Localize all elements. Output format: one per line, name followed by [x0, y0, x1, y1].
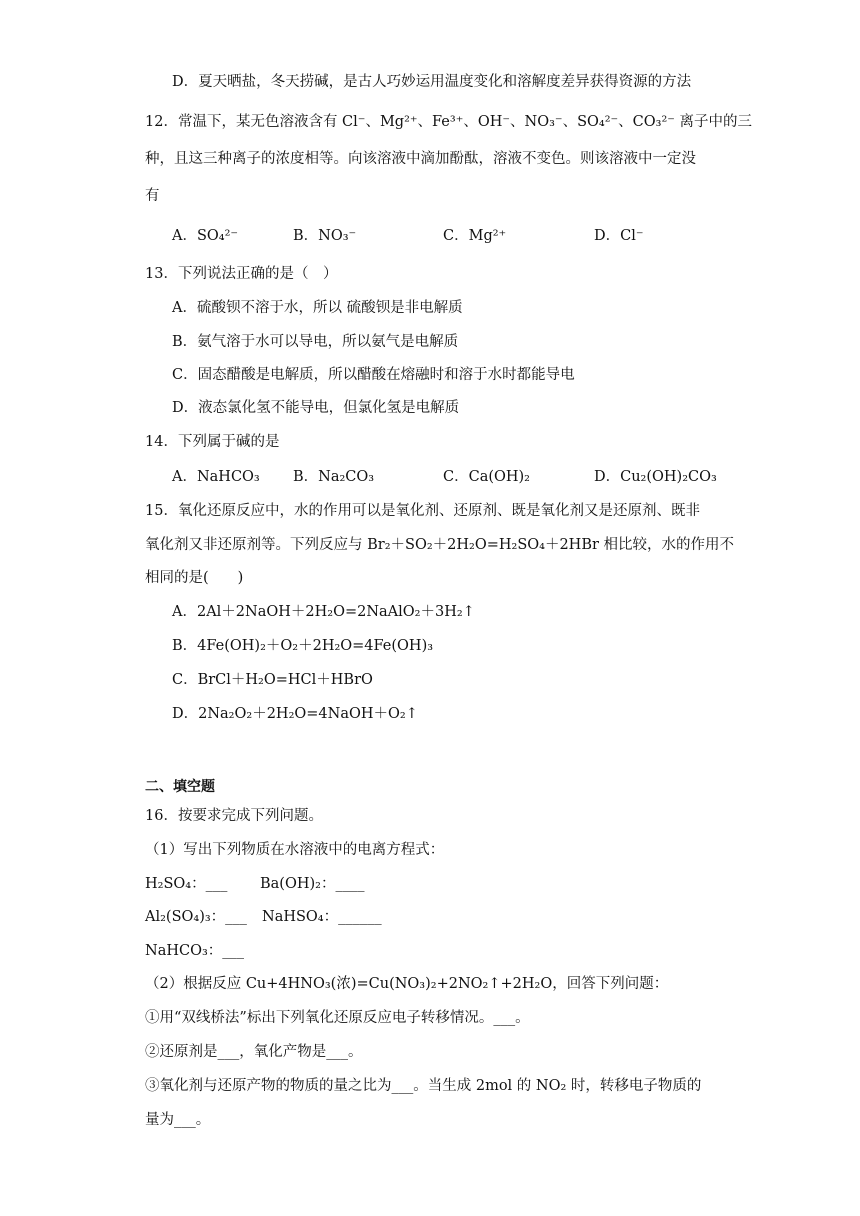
q15-option-b: B．4Fe(OH)₂＋O₂＋2H₂O=4Fe(OH)₃ [172, 638, 434, 654]
q16-stem: 16．按要求完成下列问题。 [145, 808, 323, 824]
q12-option-c: C．Mg²⁺ [443, 228, 507, 244]
q16-al2so43-blank: Al₂(SO₄)₃：___ [145, 909, 247, 925]
q13-stem: 13．下列说法正确的是（ ） [145, 266, 338, 282]
q15-stem-line3: 相同的是( ) [145, 570, 244, 586]
q14-option-a: A．NaHCO₃ [172, 469, 260, 485]
q16-part1: （1）写出下列物质在水溶液中的电离方程式： [145, 842, 445, 858]
q15-option-c: C．BrCl＋H₂O=HCl＋HBrO [172, 672, 373, 688]
q14-stem: 14．下列属于碱的是 [145, 434, 280, 450]
q16-sub1: ①用“双线桥法”标出下列氧化还原反应电子转移情况。___。 [145, 1010, 530, 1026]
q16-sub3-line2: 量为___。 [145, 1112, 211, 1128]
q12-option-a: A．SO₄²⁻ [172, 228, 239, 244]
q11-option-d: D．夏天晒盐，冬天捞碱，是古人巧妙运用温度变化和溶解度差异获得资源的方法 [172, 74, 692, 90]
q16-sub3-line1: ③氧化剂与还原产物的物质的量之比为___。当生成 2mol 的 NO₂ 时，转移电子物质的 [145, 1078, 702, 1094]
q15-stem-line2: 氧化剂又非还原剂等。下列反应与 Br₂＋SO₂＋2H₂O=H₂SO₄＋2HBr 相比较，水的作用不 [145, 537, 735, 553]
q15-option-a: A．2Al＋2NaOH＋2H₂O=2NaAlO₂＋3H₂↑ [172, 604, 475, 620]
q16-baoh2-blank: Ba(OH)₂：____ [260, 876, 365, 892]
q13-option-a: A．硫酸钡不溶于水，所以 硫酸钡是非电解质 [172, 300, 463, 316]
q12-stem-line2: 种，且这三种离子的浓度相等。向该溶液中滴加酚酞，溶液不变色。则该溶液中一定没 [145, 151, 696, 167]
q12-option-b: B．NO₃⁻ [293, 228, 357, 244]
q14-option-b: B．Na₂CO₃ [293, 469, 375, 485]
section-heading: 二、填空题 [145, 779, 215, 795]
q14-option-c: C．Ca(OH)₂ [443, 469, 530, 485]
q16-part2: （2）根据反应 Cu+4HNO₃(浓)=Cu(NO₃)₂+2NO₂↑+2H₂O，回答下列问题： [145, 976, 669, 992]
q13-option-b: B．氨气溶于水可以导电，所以氨气是电解质 [172, 334, 459, 350]
q13-option-c: C．固态醋酸是电解质，所以醋酸在熔融时和溶于水时都能导电 [172, 367, 575, 383]
q16-sub2: ②还原剂是___，氧化产物是___。 [145, 1044, 363, 1060]
q16-nahco3-blank: NaHCO₃：___ [145, 943, 245, 959]
q16-h2so4-blank: H₂SO₄：___ [145, 876, 228, 892]
q12-stem-line3: 有 [145, 188, 160, 204]
q15-stem-line1: 15．氧化还原反应中，水的作用可以是氧化剂、还原剂、既是氧化剂又是还原剂、既非 [145, 503, 700, 519]
q16-nahso4-blank: NaHSO₄：______ [262, 909, 382, 925]
q14-option-d: D．Cu₂(OH)₂CO₃ [594, 469, 717, 485]
q15-option-d: D．2Na₂O₂＋2H₂O=4NaOH＋O₂↑ [172, 706, 418, 722]
q12-stem-line1: 12．常温下，某无色溶液含有 Cl⁻、Mg²⁺、Fe³⁺、OH⁻、NO₃⁻、SO₄²⁻、CO₃²⁻ 离子中的三 [145, 114, 753, 130]
q12-option-d: D．Cl⁻ [594, 228, 644, 244]
q13-option-d: D．液态氯化氢不能导电，但氯化氢是电解质 [172, 400, 460, 416]
